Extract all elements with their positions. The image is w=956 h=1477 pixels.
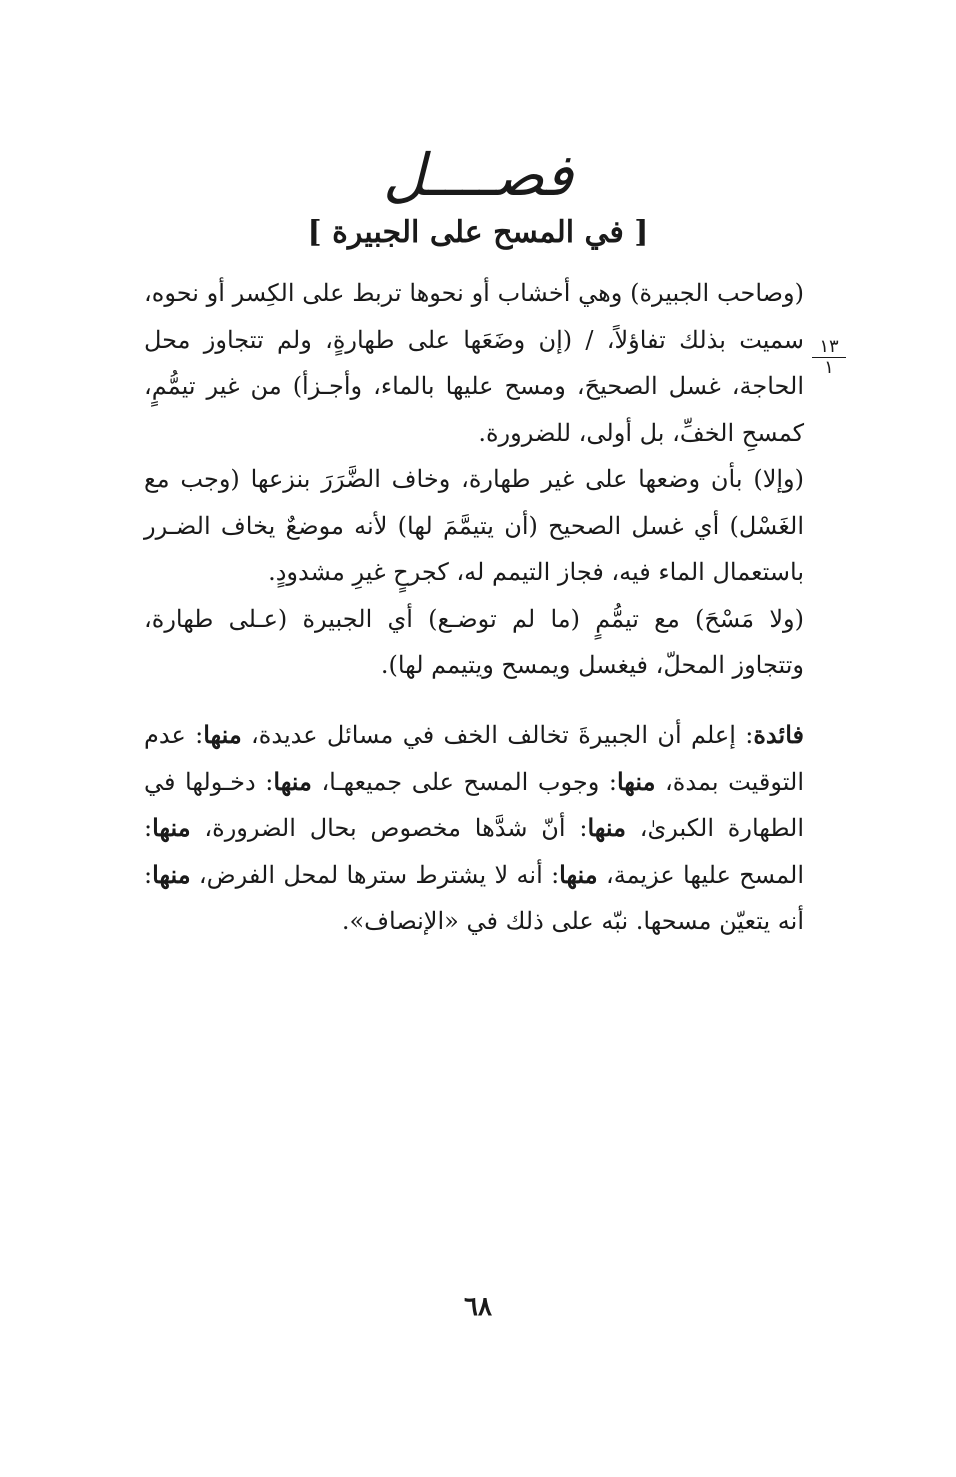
margin-page-reference (812, 338, 846, 377)
section-subtitle: [ في المسح على الجبيرة ] (307, 215, 649, 250)
paragraph-1: (وصاحب الجبيرة) وهي أخشاب أو نحوها تربط على الكِسر أو نحوه، سميت بذلك تفاؤلاً، / (إن وضَعَها على طهارةٍ، ولم تتجاوز محل الحاجة، غسل الصحيحَ، ومسح عليها بالماء، وأجـزأ) من غير تيمُّمٍ، كمسحِ الخفِّ، بل أولى، للضرورة. (144, 279, 804, 447)
fayda-label: فائدة (753, 720, 804, 749)
fayda-item: : وجوب المسح على جميعهـا، (311, 767, 617, 796)
page-number: ٦٨ (464, 1292, 492, 1322)
fayda-item: : المسح عليها عزيمة، (144, 814, 805, 889)
fayda-item: : أنّ شدَّها مخصوص بحال الضرورة، (190, 814, 588, 842)
minha-label: منها (203, 720, 242, 749)
minha-label: منها (616, 766, 656, 796)
margin-ref-bottom: ١ (824, 357, 834, 378)
main-text (144, 270, 804, 689)
fayda-item: : دخـولها في الطهارة الكبرىٰ، (144, 767, 805, 842)
fayda-note (144, 712, 804, 945)
minha-label: منها (152, 859, 191, 889)
fayda-item: : عدم التوقيت بمدة، (144, 721, 805, 796)
paragraph-2: (وإلا) بأن وضعها على غير طهارة، وخاف الضَّرَرَ بنزعها (وجب مع الغَسْل) أي غسل الصحيح (أن يتيمَّمَ لها) لأنه موضعٌ يخاف الضـرر باستعمال الماء فيه، فجاز التيمم له، كجرحٍ غيرِ مشدودٍ. (144, 465, 804, 586)
minha-label: منها (152, 813, 191, 842)
margin-ref-top: ١٣ (812, 338, 846, 358)
fayda-item: : أنه لا يشترط سترها لمحل الفرض، (190, 860, 560, 889)
minha-label: منها (559, 859, 598, 889)
minha-label: منها (273, 766, 312, 796)
fayda-intro: : إعلم أن الجبيرةَ تخالف الخف في مسائل عديدة، (241, 721, 754, 749)
chapter-title: فصــــل (383, 141, 573, 209)
fayda-closing: نبّه على ذلك في «الإنصاف». (341, 907, 629, 935)
minha-label: منها (587, 813, 626, 842)
fayda-item: : أنه يتعيّن مسحها. (144, 860, 804, 935)
paragraph-3: (ولا مَسْحَ) مع تيمُّمٍ (ما لم توضـع) أي الجبيرة (عـلى طهارة، وتتجاوز المحلّ، فيغسل ويمسح ويتيمم لها). (144, 604, 804, 679)
